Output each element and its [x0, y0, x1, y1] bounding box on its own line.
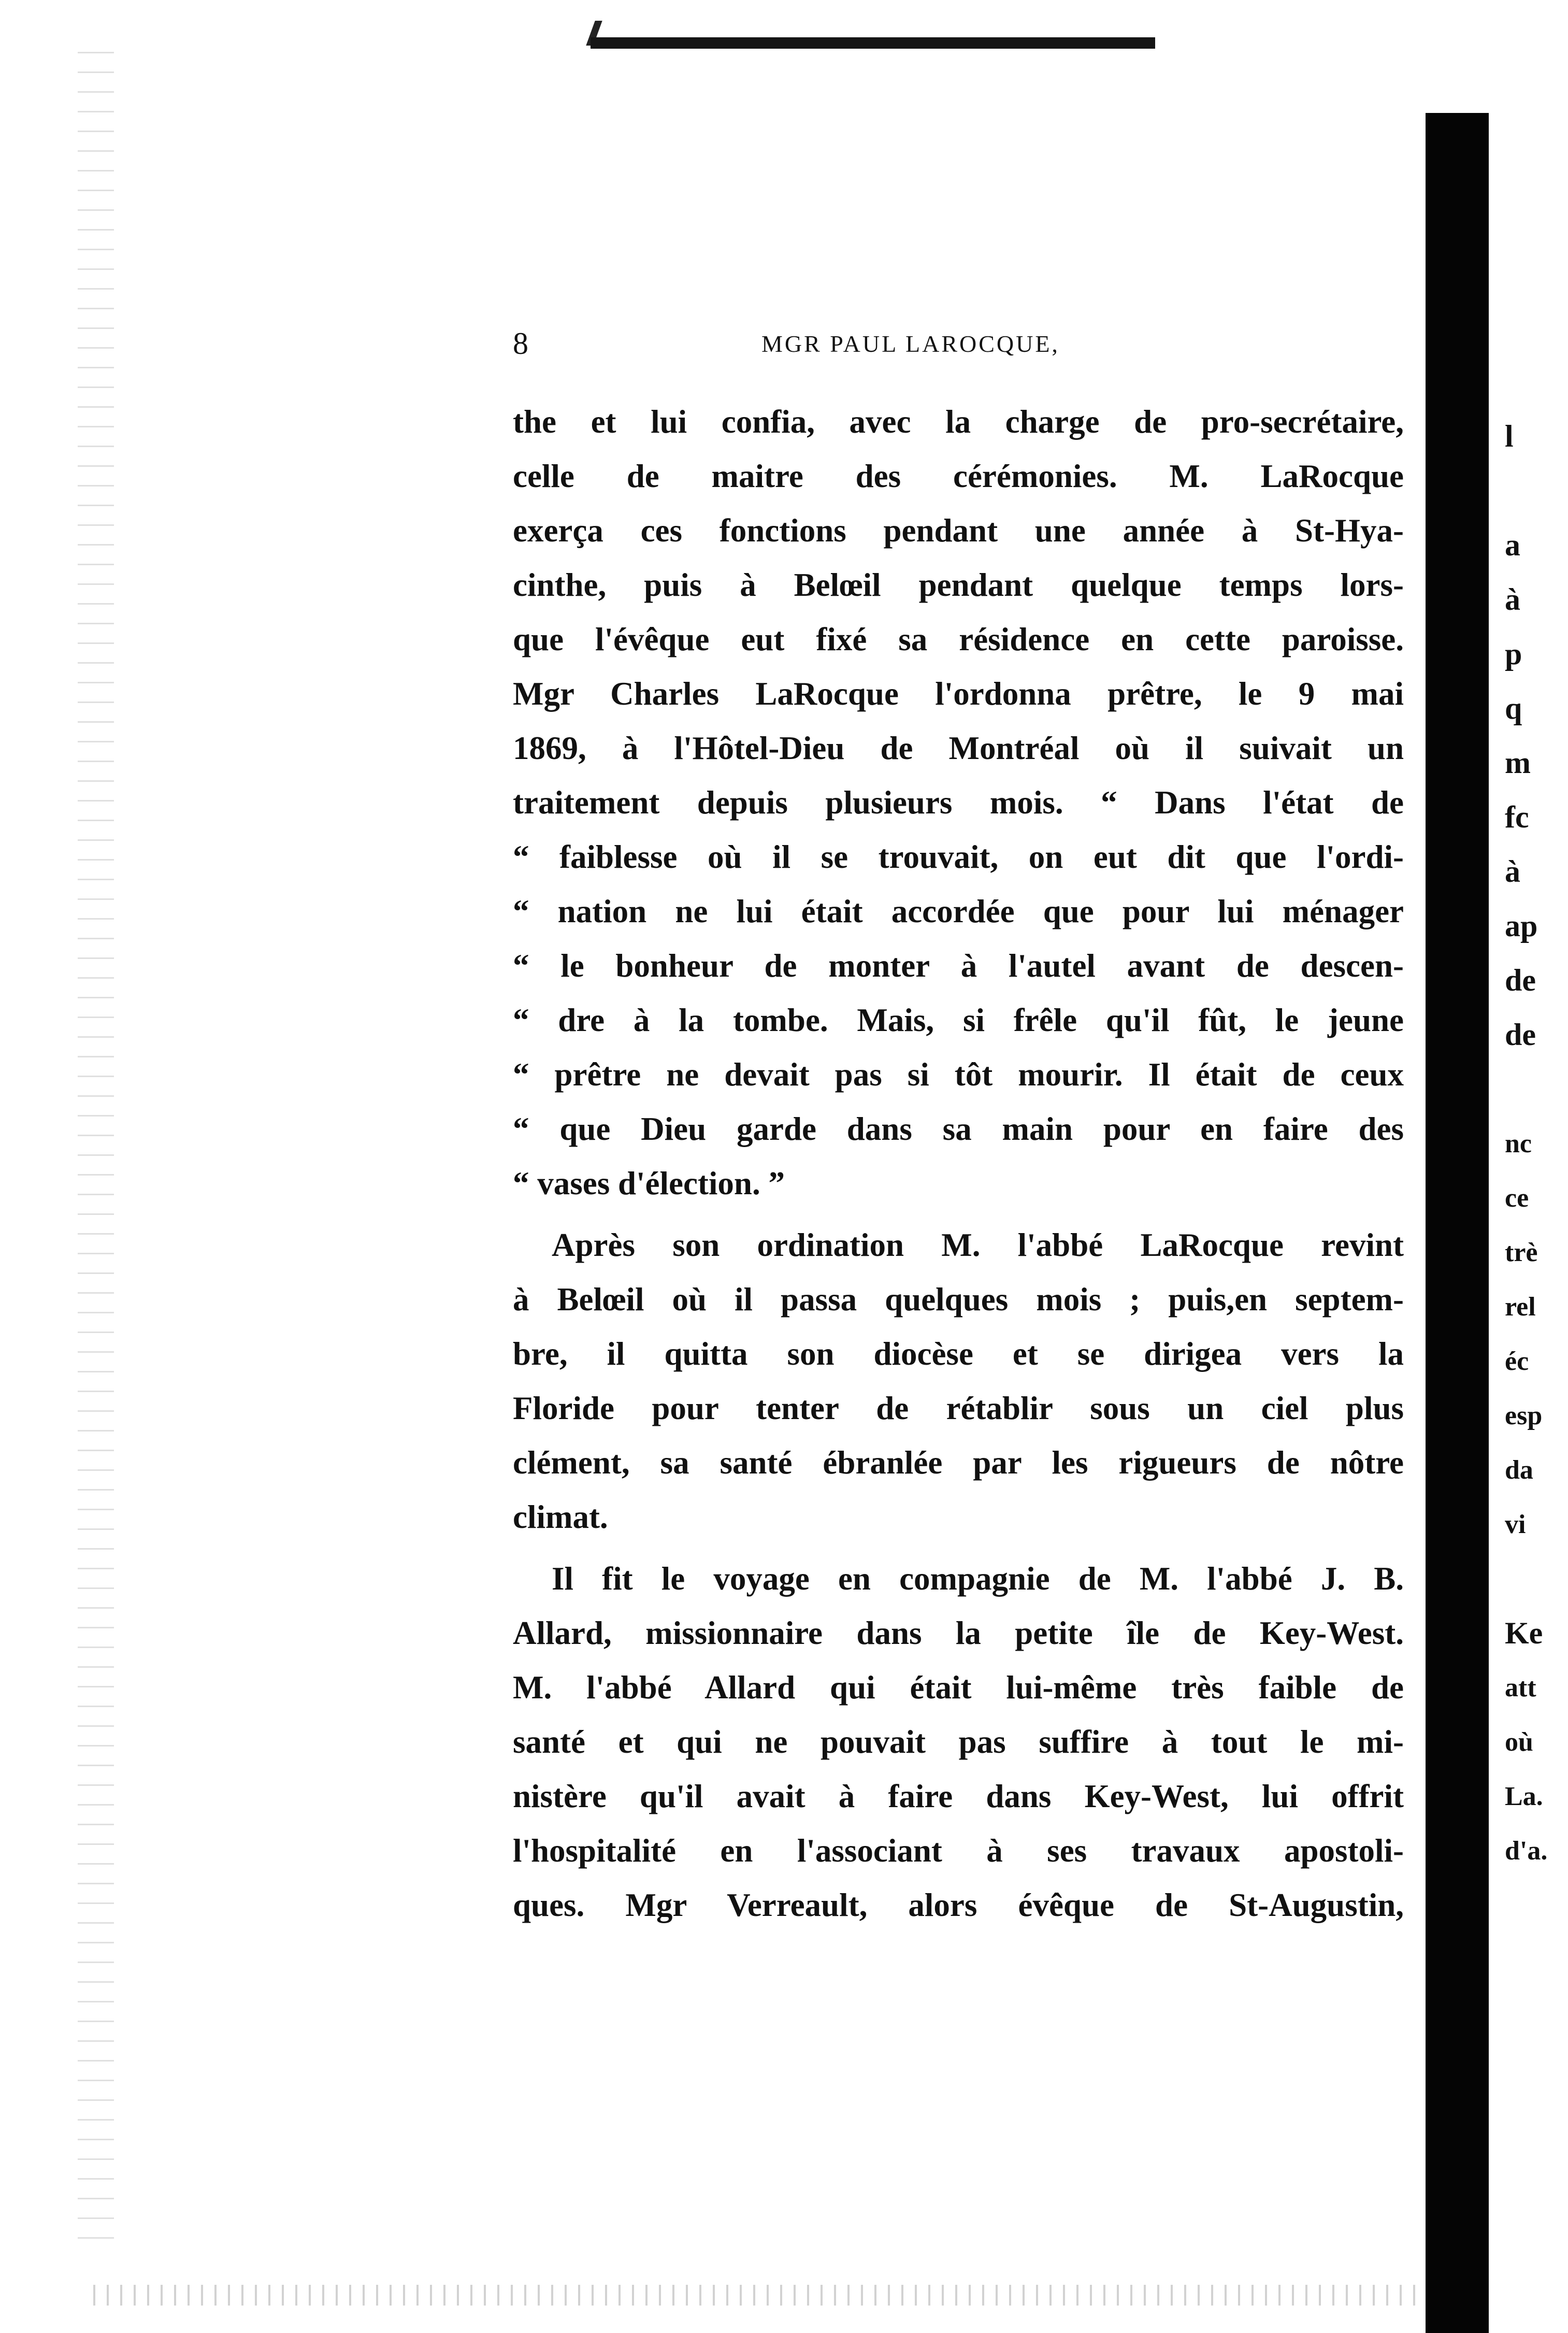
page-number: 8 — [513, 326, 528, 361]
facing-page-fragment: ap — [1505, 909, 1538, 943]
facing-page-fragment: d'a. — [1505, 1836, 1548, 1866]
facing-page-fragment: trè — [1505, 1238, 1538, 1267]
facing-page-fragment — [1505, 464, 1568, 518]
text-line: Après son ordination M. l'abbé LaRocque revint — [552, 1227, 1404, 1263]
facing-page-fragment: q — [1505, 691, 1522, 725]
paragraph — [513, 395, 1404, 1211]
facing-page-fragment: m — [1505, 746, 1531, 780]
facing-page-fragment: esp — [1505, 1401, 1543, 1430]
text-line: “ prêtre ne devait pas si tôt mourir. Il était de ceux — [513, 1056, 1404, 1093]
body-text — [513, 395, 1404, 1933]
text-line: “ faiblesse où il se trouvait, on eut dit que l'ordi- — [513, 839, 1404, 875]
text-line: à Belœil où il passa quelques mois ; puis,en septem- — [513, 1281, 1404, 1318]
text-line: cinthe, puis à Belœil pendant quelque temps lors- — [513, 567, 1404, 603]
facing-page-fragment: rel — [1505, 1292, 1536, 1322]
facing-page-fragment: Ke — [1505, 1616, 1543, 1650]
facing-page-fragment — [1505, 1552, 1568, 1606]
text-line: santé et qui ne pouvait pas suffire à tout le mi- — [513, 1724, 1404, 1760]
bottom-page-edge-noise — [93, 2285, 1419, 2306]
text-line: celle de maitre des cérémonies. M. LaRocque — [513, 458, 1404, 494]
text-line: M. l'abbé Allard qui était lui-même très faible de — [513, 1669, 1404, 1706]
text-line: the et lui confia, avec la charge de pro-secrétaire, — [513, 404, 1404, 440]
paragraph — [513, 1218, 1404, 1544]
facing-page-fragment: da — [1505, 1455, 1533, 1485]
gutter-shadow — [1426, 113, 1489, 2333]
text-line: bre, il quitta son diocèse et se dirigea vers la — [513, 1336, 1404, 1372]
text-line: clément, sa santé ébranlée par les rigueurs de nôtre — [513, 1444, 1404, 1481]
facing-page-fragment: de — [1505, 1018, 1536, 1052]
text-line: “ dre à la tombe. Mais, si frêle qu'il fût, le jeune — [513, 1002, 1404, 1038]
text-line: Allard, missionnaire dans la petite île de Key-West. — [513, 1615, 1404, 1651]
text-line: Floride pour tenter de rétablir sous un ciel plus — [513, 1390, 1404, 1426]
text-line: 1869, à l'Hôtel-Dieu de Montréal où il suivait un — [513, 730, 1404, 766]
facing-page-fragment: a — [1505, 528, 1520, 562]
text-line: traitement depuis plusieurs mois. “ Dans l'état de — [513, 784, 1404, 821]
running-head: MGR PAUL LAROCQUE, — [761, 331, 1060, 357]
facing-page-fragment: à — [1505, 854, 1520, 889]
facing-page-fragment: La. — [1505, 1782, 1543, 1811]
text-line: “ que Dieu garde dans sa main pour en faire des — [513, 1111, 1404, 1147]
text-line: “ vases d'élection. ” — [513, 1165, 785, 1201]
text-line: l'hospitalité en l'associant à ses travaux apostoli- — [513, 1833, 1404, 1869]
text-line: que l'évêque eut fixé sa résidence en cette paroisse. — [513, 621, 1404, 657]
facing-page-fragment: att — [1505, 1673, 1536, 1702]
facing-page-fragment: vi — [1505, 1510, 1526, 1539]
text-line: climat. — [513, 1499, 608, 1535]
facing-page-fragment: l — [1505, 419, 1514, 453]
facing-page-fragment: éc — [1505, 1347, 1529, 1376]
facing-page-fragment: fc — [1505, 800, 1529, 834]
paragraph — [513, 1552, 1404, 1933]
facing-page-fragment: de — [1505, 963, 1536, 997]
top-binding-rule — [591, 37, 1155, 49]
text-line: Il fit le voyage en compagnie de M. l'abbé J. B. — [552, 1561, 1404, 1597]
page-header — [513, 325, 1404, 362]
text-line: “ nation ne lui était accordée que pour lui ménager — [513, 893, 1404, 929]
text-line: Mgr Charles LaRocque l'ordonna prêtre, le 9 mai — [513, 676, 1404, 712]
facing-page-fragment: ce — [1505, 1183, 1529, 1213]
text-line: “ le bonheur de monter à l'autel avant de descen- — [513, 948, 1404, 984]
text-line: nistère qu'il avait à faire dans Key-West, lui offrit — [513, 1778, 1404, 1814]
text-line: exerça ces fonctions pendant une année à St-Hya- — [513, 512, 1404, 549]
facing-page-fragments — [1505, 409, 1568, 1878]
left-page-edge-noise — [78, 52, 114, 2254]
text-line: ques. Mgr Verreault, alors évêque de St-Augustin, — [513, 1887, 1404, 1923]
facing-page-fragment: p — [1505, 637, 1522, 671]
facing-page-fragment: nc — [1505, 1129, 1532, 1158]
facing-page-fragment: où — [1505, 1727, 1533, 1757]
facing-page-fragment: à — [1505, 582, 1520, 617]
facing-page-fragment — [1505, 1062, 1568, 1117]
